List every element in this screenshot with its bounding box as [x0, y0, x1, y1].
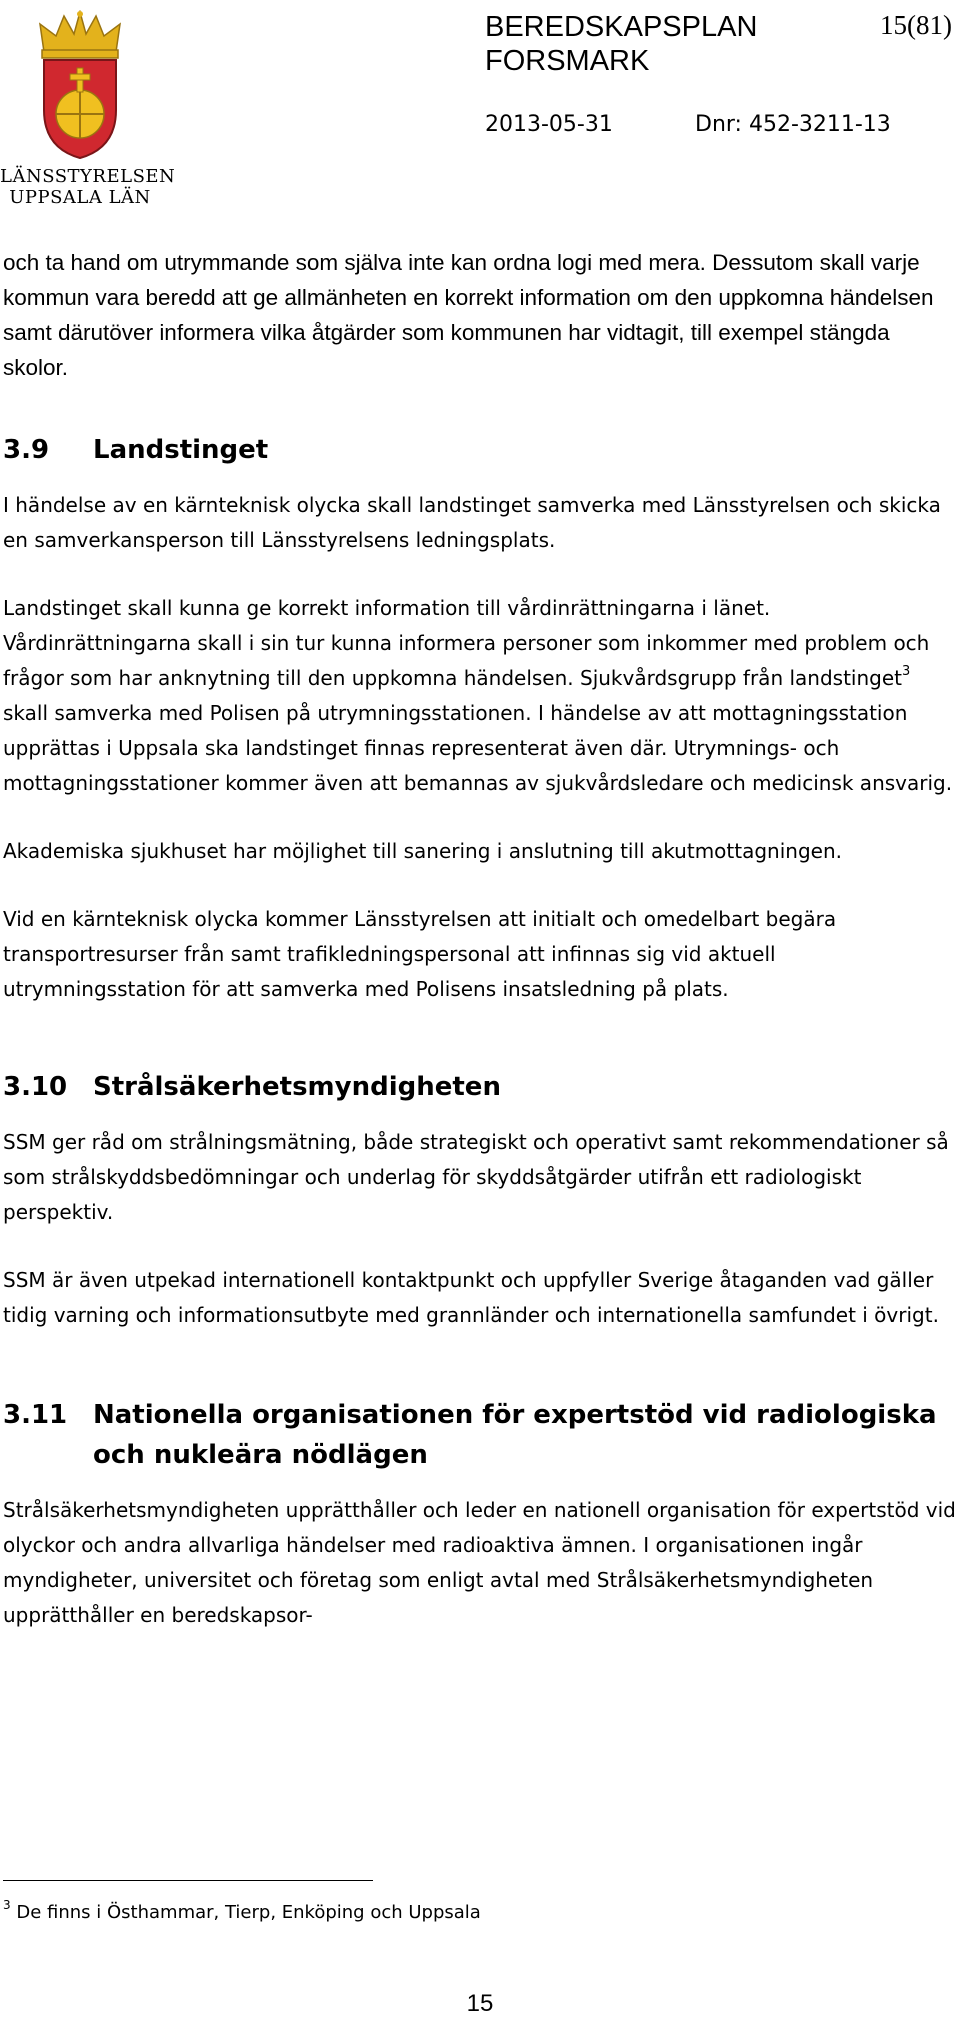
section-title: Strålsäkerhetsmyndigheten — [93, 1072, 501, 1102]
footnote-divider — [3, 1880, 373, 1881]
paragraph: Vid en kärnteknisk olycka kommer Länsstyrelsen att initialt och omedelbart begära transportresurser från samt trafikledningspersonal att infinnas sig vid aktuell utrymningsstation för att samverka med Polisens insatsledning på plats. — [3, 907, 837, 1001]
county-logo — [0, 4, 176, 209]
page-number: 15 — [466, 1990, 494, 2017]
paragraph: Strålsäkerhetsmyndigheten upprätthåller och leder en nationell organisation för expertstöd vid olyckor och andra allvarliga händelser med radioaktiva ämnen. I organisationen ingår myndigheter, universitet och företag som enligt avtal med Strålsäkerhetsmyndigheten upprätthåller en beredskapsor- — [3, 1498, 956, 1627]
page-of-total: 15(81) — [880, 10, 952, 40]
section-title: Nationella organisationen för expertstöd vid radiologiska och nukleära nödlägen — [93, 1400, 937, 1470]
section-title: Landstinget — [93, 435, 269, 465]
paragraph: SSM ger råd om strålningsmätning, både strategiskt och operativt samt rekommendationer så som strålskyddsbedömningar och underlag för skyddsåtgärder utifrån ett radiologiskt perspektiv. — [3, 1130, 949, 1224]
section-number: 3.11 — [3, 1400, 68, 1430]
paragraph-text: Landstinget skall kunna ge korrekt information till vårdinrättningarna i länet. Vårdinrättningarna skall i sin tur kunna informera personer som inkommer med problem och frågor som har anknytning till den uppkomna händelsen. Sjukvårdsgrupp från landstinget — [3, 596, 930, 690]
footnote-reference[interactable]: 3 — [902, 664, 911, 680]
section-heading-3-11 — [3, 1395, 957, 1475]
section-heading-3-10 — [3, 1067, 957, 1107]
footnote-marker: 3 — [3, 1898, 11, 1912]
section-heading-3-9 — [3, 430, 957, 470]
paragraph-text: skall samverka med Polisen på utrymningsstationen. I händelse av att mottagningsstation upprättas i Uppsala ska landstinget finnas representerat även där. Utrymnings- och mottagningsstationer kommer även att bemannas av sjukvårdsledare och medicinsk ansvarig. — [3, 701, 953, 795]
coat-of-arms-icon — [30, 10, 130, 160]
document-title-line2: FORSMARK — [485, 45, 650, 77]
paragraph: I händelse av en kärnteknisk olycka skall landstinget samverka med Länsstyrelsen och skicka en samverkansperson till Länsstyrelsens ledningsplats. — [3, 493, 941, 552]
logo-name-line1: LÄNSSTYRELSEN — [0, 166, 176, 187]
document-title-line1: BEREDSKAPSPLAN — [485, 11, 758, 43]
paragraph — [3, 591, 957, 801]
logo-name-line2: UPPSALA LÄN — [9, 187, 151, 208]
document-title — [485, 10, 757, 78]
section-number: 3.9 — [3, 435, 50, 465]
intro-paragraph: och ta hand om utrymmande som själva inte kan ordna logi med mera. Dessutom skall varje kommun vara beredd att ge allmänheten en korrekt information om den uppkomna händelsen samt därutöver informera vilka åtgärder som kommunen har vidtagit, till exempel stängda skolor. — [3, 250, 934, 380]
document-body — [3, 245, 957, 1633]
footnote — [3, 1898, 481, 1923]
paragraph: SSM är även utpekad internationell kontaktpunkt och uppfyller Sverige åtaganden vad gäller tidig varning och informationsutbyte med grannländer och internationella samfundet i övrigt. — [3, 1268, 939, 1327]
footnote-text: De finns i Östhammar, Tierp, Enköping och Uppsala — [10, 1902, 481, 1923]
document-dnr: Dnr: 452-3211-13 — [695, 112, 891, 137]
document-date: 2013-05-31 — [485, 112, 613, 137]
paragraph: Akademiska sjukhuset har möjlighet till sanering i anslutning till akutmottagningen. — [3, 839, 842, 863]
section-number: 3.10 — [3, 1072, 68, 1102]
